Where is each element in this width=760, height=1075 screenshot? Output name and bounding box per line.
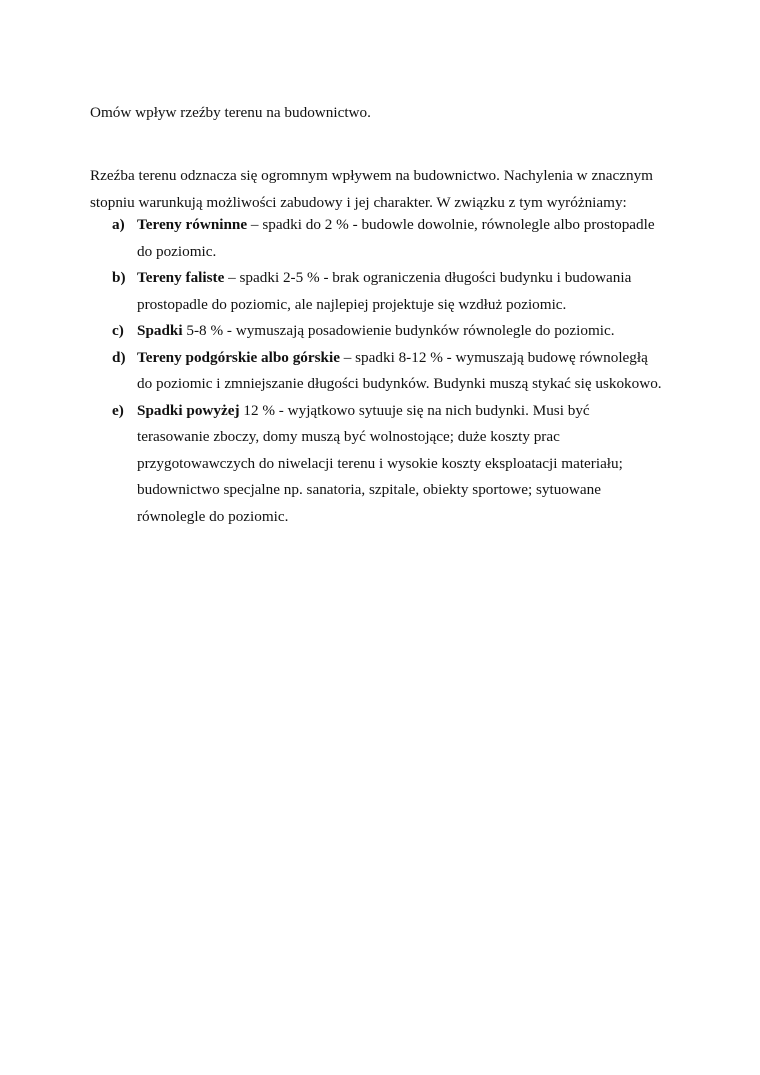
item-lead-bold: Tereny podgórskie albo górskie xyxy=(137,348,340,366)
list-marker: c) xyxy=(112,322,124,339)
item-text: – spadki do 2 % - budowle dowolnie, równolegle albo prostopadle xyxy=(247,216,655,233)
list-item-c xyxy=(90,318,690,345)
question-heading: Omów wpływ rzeźby terenu na budownictwo. xyxy=(90,104,371,121)
item-lead-bold: Tereny faliste xyxy=(137,269,225,286)
intro-paragraph xyxy=(90,163,680,216)
item-continuation-line: do poziomic i zmniejszanie długości budynków. Budynki muszą stykać się uskokowo. xyxy=(137,375,662,392)
list-item-first-line xyxy=(137,318,690,345)
item-text: – spadki 8-12 % - wymuszają budowę równoległą xyxy=(339,348,648,366)
item-continuation-line: równolegle do poziomic. xyxy=(137,507,289,525)
list-item-a xyxy=(90,212,690,265)
list-item-e xyxy=(90,398,690,531)
list-item-b xyxy=(90,265,690,318)
list-marker: a) xyxy=(112,216,125,233)
item-continuation-line: prostopadle do poziomic, ale najlepiej projektuje się wzdłuż poziomic. xyxy=(137,295,567,313)
list-marker: e) xyxy=(112,401,124,419)
item-text: – spadki 2-5 % - brak ograniczenia długości budynku i budowania xyxy=(224,269,632,286)
item-text: 5-8 % - wymuszają posadowienie budynków równolegle do poziomic. xyxy=(182,322,615,339)
list-item-first-line xyxy=(137,398,690,425)
list-item-first-line xyxy=(137,265,690,292)
item-lead-bold: Tereny równinne xyxy=(137,216,248,233)
intro-line: stopniu warunkują możliwości zabudowy i jej charakter. W związku z tym wyróżniamy: xyxy=(90,193,627,211)
list-item-d xyxy=(90,345,690,398)
item-text: 12 % - wyjątkowo sytuuje się na nich budynki. Musi być xyxy=(239,401,590,419)
item-continuation-line: terasowanie zboczy, domy muszą być wolnostojące; duże koszty prac xyxy=(137,428,560,445)
list-item-first-line xyxy=(137,345,690,372)
item-lead-bold: Spadki powyżej xyxy=(137,401,240,419)
intro-line: Rzeźba terenu odznacza się ogromnym wpływem na budownictwo. Nachylenia w znacznym xyxy=(90,167,653,184)
item-continuation-line: budownictwo specjalne np. sanatoria, szpitale, obiekty sportowe; sytuowane xyxy=(137,481,601,498)
item-lead-bold: Spadki xyxy=(137,322,183,339)
item-continuation-line: przygotowawczych do niwelacji terenu i wysokie koszty eksploatacji materiału; xyxy=(137,454,623,472)
terrain-types-list xyxy=(90,212,690,530)
list-marker: b) xyxy=(112,269,126,286)
list-marker: d) xyxy=(112,348,126,366)
item-continuation-line: do poziomic. xyxy=(137,242,217,260)
list-item-first-line xyxy=(137,212,690,239)
